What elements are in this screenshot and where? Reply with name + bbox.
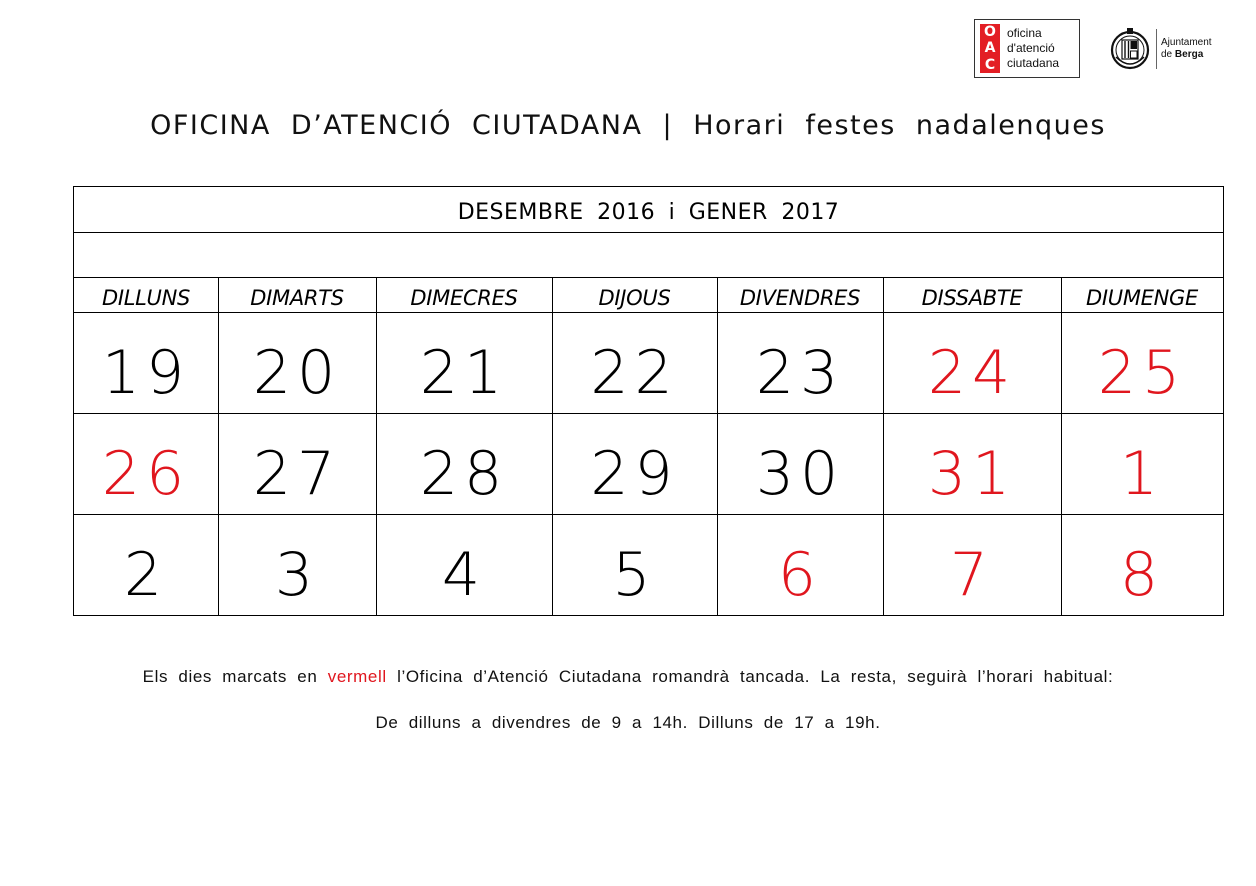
weekday-header-row: [74, 278, 1223, 313]
calendar-day: 24: [927, 338, 1017, 408]
oac-logo: [974, 19, 1080, 78]
coat-of-arms-icon: [1110, 27, 1150, 71]
calendar-day: 26: [101, 439, 191, 509]
closure-note-red-word: vermell: [327, 667, 387, 686]
calendar-day: 5: [612, 540, 657, 610]
calendar-day: 2: [123, 540, 169, 610]
closure-note-end: l’Oficina d’Atenció Ciutadana romandrà tancada. La resta, seguirà l’horari habitual:: [397, 667, 1114, 686]
opening-hours-note: De dilluns a divendres de 9 a 14h. Dilluns de 17 a 19h.: [375, 713, 881, 732]
berga-logo-text: [1161, 37, 1212, 61]
calendar-day: 4: [441, 540, 487, 610]
column-divider: [717, 278, 718, 616]
calendar-day: 27: [252, 439, 342, 509]
berga-logo-name: Berga: [1174, 49, 1204, 60]
column-divider: [376, 278, 377, 616]
oac-letter: A: [984, 40, 996, 57]
weekday-header: DIMARTS: [250, 286, 344, 310]
calendar-day: 7: [949, 540, 995, 610]
calendar-day: 23: [755, 338, 845, 408]
oac-letter: C: [984, 56, 996, 73]
calendar-week-row: [74, 515, 1223, 616]
column-divider: [1061, 278, 1062, 616]
calendar-day: 21: [419, 338, 509, 408]
calendar-spacer-row: [74, 233, 1223, 278]
weekday-header: DIVENDRES: [739, 286, 861, 310]
oac-logo-line: ciutadana: [1007, 56, 1060, 70]
oac-letter: O: [984, 24, 996, 41]
column-divider: [218, 278, 219, 616]
calendar-day: 6: [777, 540, 823, 610]
calendar-day: 22: [590, 338, 679, 408]
holiday-calendar: [73, 186, 1224, 616]
calendar-day: 19: [101, 338, 191, 408]
berga-logo-line2: [1161, 49, 1212, 61]
page-title: OFICINA D’ATENCIÓ CIUTADANA | Horari festes nadalenques: [150, 110, 1106, 141]
calendar-week-row: [74, 313, 1223, 414]
weekday-header: DILLUNS: [101, 286, 191, 310]
berga-logo: [1108, 25, 1228, 75]
weekday-header: DIMECRES: [410, 286, 518, 310]
calendar-day: 1: [1119, 439, 1165, 509]
column-divider: [883, 278, 884, 616]
calendar-day: 30: [755, 439, 845, 509]
closure-note-start: Els dies marcats en: [142, 667, 318, 686]
weekday-header: DISSABTE: [921, 286, 1023, 310]
calendar-day: 20: [252, 338, 342, 408]
berga-logo-line1: Ajuntament: [1161, 37, 1212, 48]
oac-logo-line: oficina: [1007, 26, 1042, 40]
calendar-week-row: [74, 414, 1223, 515]
closure-note: [0, 667, 1256, 687]
calendar-day: 29: [590, 439, 679, 509]
logo-divider: [1156, 29, 1157, 69]
calendar-day: 3: [274, 540, 320, 610]
oac-logo-mark: [980, 24, 1000, 73]
oac-logo-text: [1007, 26, 1059, 71]
calendar-day: 28: [419, 439, 509, 509]
weekday-header: DIUMENGE: [1086, 286, 1198, 310]
berga-logo-prefix: de: [1161, 49, 1173, 60]
calendar-day: 25: [1097, 338, 1187, 408]
calendar-day: 8: [1119, 540, 1165, 610]
column-divider: [552, 278, 553, 616]
weekday-header: DIJOUS: [598, 286, 671, 310]
calendar-day: 31: [927, 439, 1017, 509]
oac-logo-line: d'atenció: [1007, 41, 1055, 55]
calendar-title: DESEMBRE 2016 i GENER 2017: [74, 187, 1223, 233]
